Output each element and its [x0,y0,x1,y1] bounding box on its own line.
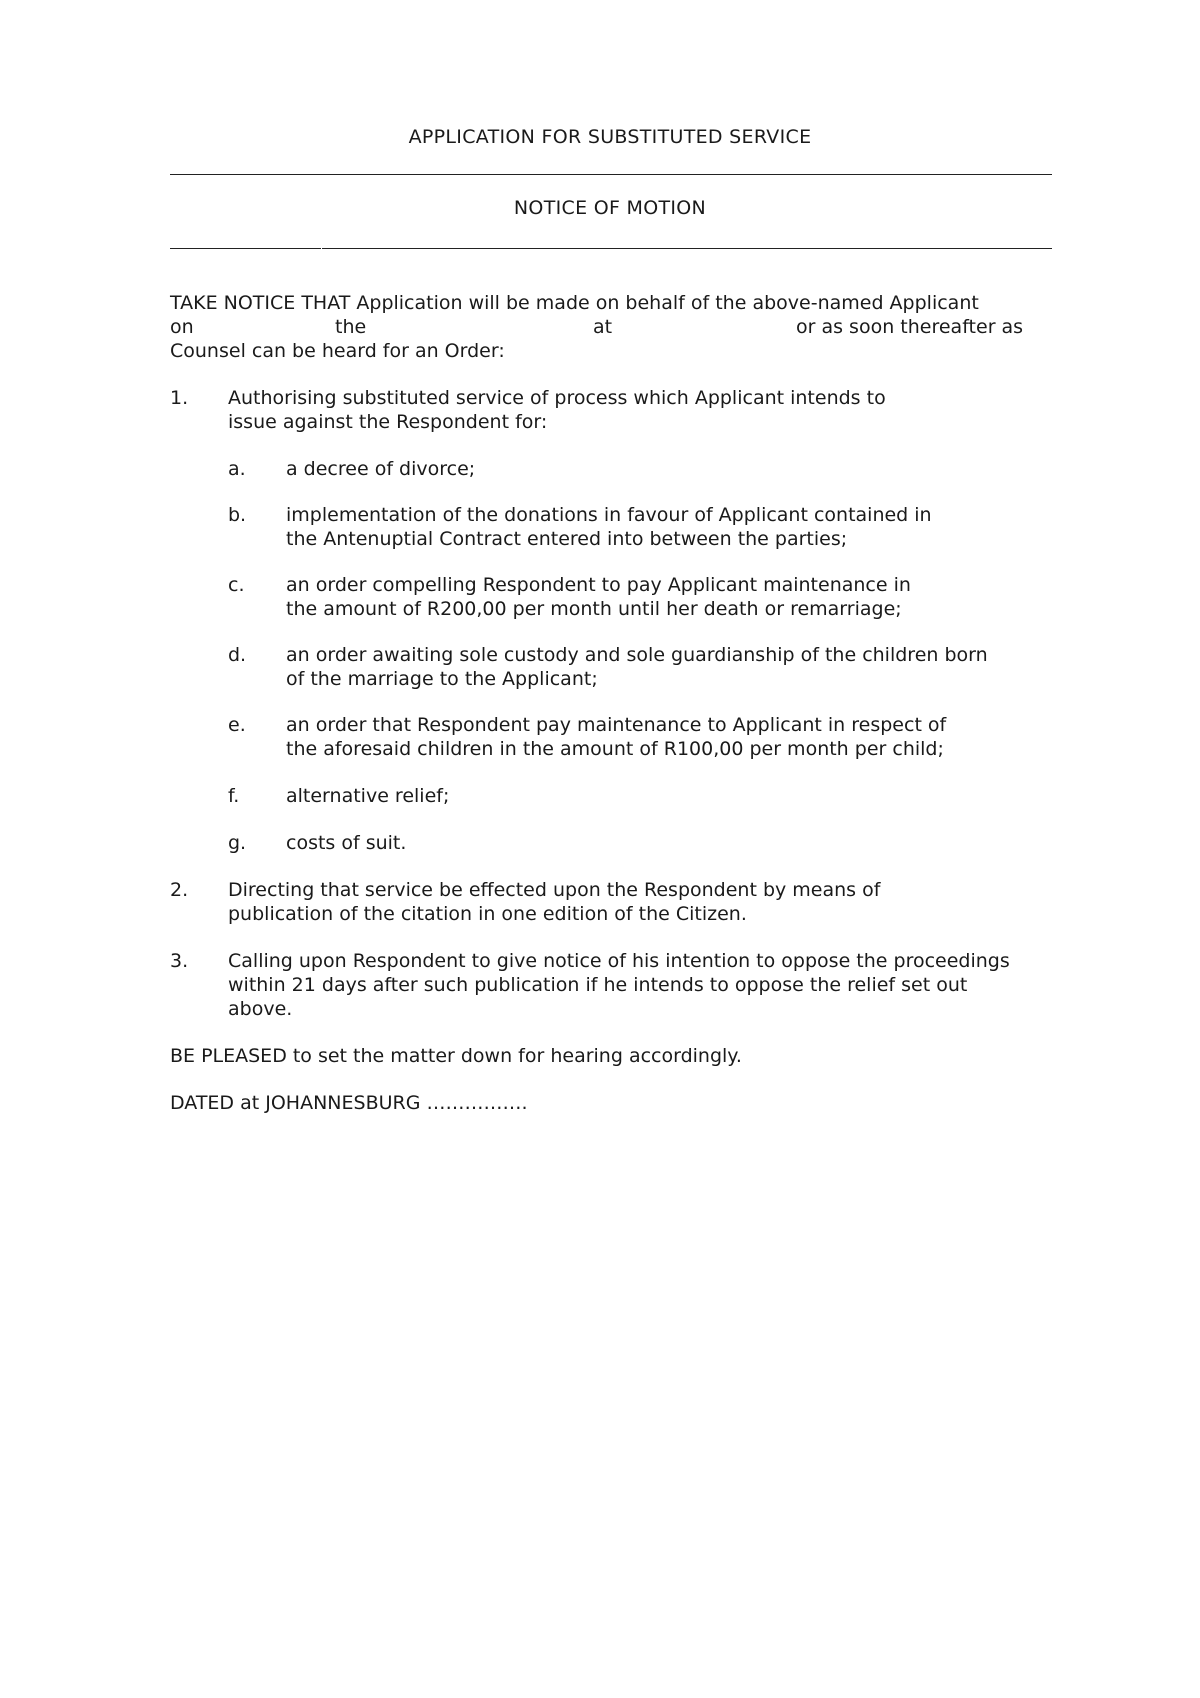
sub-item-letter: a. [228,458,246,480]
sub-item-line: an order that Respondent pay maintenance to Applicant in respect of [286,714,947,736]
subtitle-divider-left [170,248,321,249]
sub-item-line: the aforesaid children in the amount of R100,00 per month per child; [286,738,944,760]
sub-item-line: of the marriage to the Applicant; [286,668,598,690]
sub-item-letter: f. [228,785,240,807]
order-line: within 21 days after such publication if he intends to oppose the relief set out [228,974,968,996]
order-line: Calling upon Respondent to give notice of his intention to oppose the proceedings [228,950,1010,972]
order-line: Authorising substituted service of process which Applicant intends to [228,387,886,409]
document-subtitle: NOTICE OF MOTION [513,197,707,219]
sub-item-letter: d. [228,644,247,666]
sub-item-line: the amount of R200,00 per month until her death or remarriage; [286,598,902,620]
sub-item-line: costs of suit. [286,832,407,854]
document-title: APPLICATION FOR SUBSTITUTED SERVICE [408,126,812,148]
title-divider [170,174,1052,175]
intro-blank-the: the [335,316,367,338]
subtitle-divider-right [322,248,1052,249]
order-line: above. [228,998,293,1020]
sub-item-line: an order compelling Respondent to pay Applicant maintenance in [286,574,911,596]
sub-item-line: alternative relief; [286,785,450,807]
intro-blank-tail: or as soon thereafter as [796,316,1024,338]
sub-item-line: an order awaiting sole custody and sole guardianship of the children born [286,644,988,666]
intro-line-1: TAKE NOTICE THAT Application will be made on behalf of the above-named Applicant [170,292,979,314]
dated-line: DATED at JOHANNESBURG ……………. [170,1092,528,1114]
sub-item-line: implementation of the donations in favour of Applicant contained in [286,504,932,526]
closing-statement: BE PLEASED to set the matter down for hearing accordingly. [170,1045,742,1067]
sub-item-letter: g. [228,832,247,854]
intro-blank-on: on [170,316,194,338]
sub-item-letter: c. [228,574,245,596]
sub-item-line: the Antenuptial Contract entered into between the parties; [286,528,848,550]
order-line: Directing that service be effected upon the Respondent by means of [228,879,881,901]
intro-line-3: Counsel can be heard for an Order: [170,340,505,362]
order-line: issue against the Respondent for: [228,411,548,433]
order-number: 3. [170,950,189,972]
order-number: 1. [170,387,189,409]
order-line: publication of the citation in one edition of the Citizen. [228,903,747,925]
sub-item-letter: b. [228,504,247,526]
intro-blank-at: at [593,316,613,338]
order-number: 2. [170,879,189,901]
sub-item-line: a decree of divorce; [286,458,476,480]
sub-item-letter: e. [228,714,246,736]
